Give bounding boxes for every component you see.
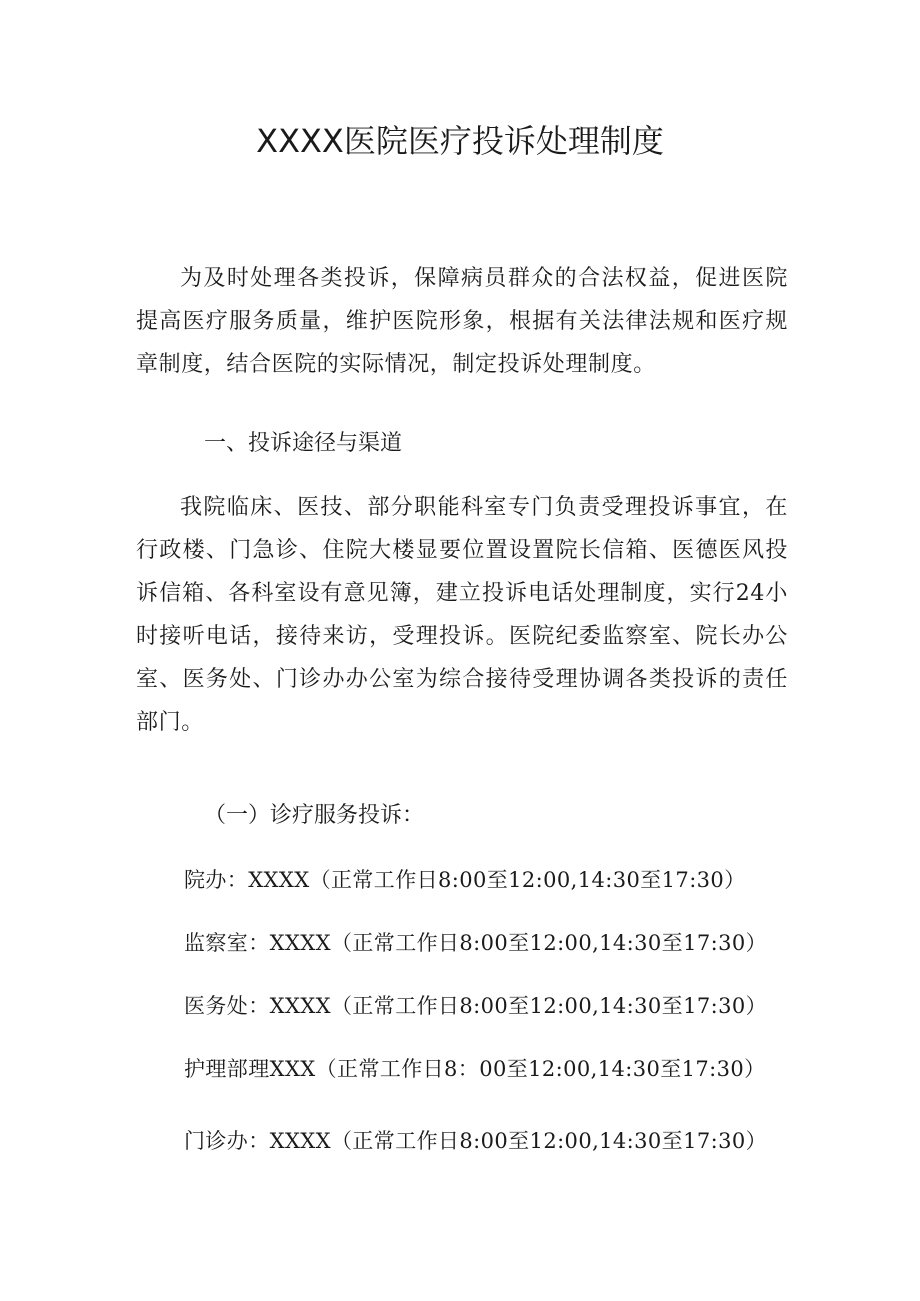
contact-line-outpatient-office: 门诊办：XXXX（正常工作日8:00至12:00,14:30至17:30） <box>184 1129 767 1153</box>
contact-line-medical-affairs: 医务处：XXXX（正常工作日8:00至12:00,14:30至17:30） <box>184 994 767 1018</box>
contact-line-hospital-office: 院办：XXXX（正常工作日8:00至12:00,14:30至17:30） <box>184 868 746 892</box>
contact-line-supervision-office: 监察室：XXXX（正常工作日8:00至12:00,14:30至17:30） <box>184 931 767 955</box>
section-body-complaint-channels: 我院临床、医技、部分职能科室专门负责受理投诉事宜，在行政楼、门急诊、住院大楼显要位置设置院长信箱、医德医风投诉信箱、各科室设有意见簿，建立投诉电话处理制度，实行24小时接听电话，接待来访，受理投诉。医院纪委监察室、院长办公室、医务处、门诊办办公室为综合接待受理协调各类投诉的责任部门。 <box>136 495 788 735</box>
document-title: XXXX医院医疗投诉处理制度 <box>256 122 664 160</box>
section-heading-complaint-channels: 一、投诉途径与渠道 <box>204 431 403 456</box>
contact-line-nursing-department: 护理部理XXX（正常工作日8：00至12:00,14:30至17:30） <box>184 1057 766 1081</box>
intro-paragraph: 为及时处理各类投诉，保障病员群众的合法权益，促进医院提高医疗服务质量，维护医院形象，根据有关法律法规和医疗规章制度，结合医院的实际情况，制定投诉处理制度。 <box>136 266 788 377</box>
subsection-heading-medical-service: （一）诊疗服务投诉： <box>204 803 425 828</box>
